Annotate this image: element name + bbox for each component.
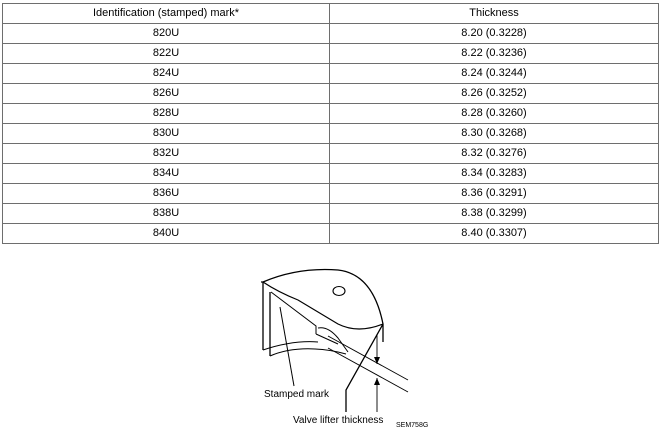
table-body [3, 24, 659, 244]
header-thickness: Thickness [330, 4, 659, 24]
table-row [3, 204, 659, 224]
table-header-row [3, 4, 659, 24]
dimension-line [328, 336, 408, 380]
thickness-cell: 8.26 (0.3252) [330, 84, 659, 104]
stamped-mark-leader [280, 307, 294, 386]
thickness-cell: 8.22 (0.3236) [330, 44, 659, 64]
thickness-spec-table [2, 3, 659, 244]
table-row [3, 84, 659, 104]
table-row [3, 104, 659, 124]
dimension-arrow-head [374, 357, 380, 364]
thickness-cell: 8.34 (0.3283) [330, 164, 659, 184]
thickness-cell: 8.30 (0.3268) [330, 124, 659, 144]
table-row [3, 124, 659, 144]
table-row [3, 44, 659, 64]
mark-cell: 828U [3, 104, 330, 124]
mark-cell: 832U [3, 144, 330, 164]
valve-lifter-drawing [238, 262, 438, 432]
mark-cell: 836U [3, 184, 330, 204]
thickness-cell: 8.38 (0.3299) [330, 204, 659, 224]
mark-cell: 830U [3, 124, 330, 144]
table-row [3, 144, 659, 164]
dimension-arrow-head [374, 378, 380, 385]
figure-code: SEM758G [396, 422, 429, 429]
lifter-top-hole [333, 287, 345, 296]
lifter-inner-edge [270, 349, 346, 356]
table-row [3, 64, 659, 84]
mark-cell: 822U [3, 44, 330, 64]
thickness-cell: 8.28 (0.3260) [330, 104, 659, 124]
table-row [3, 164, 659, 184]
mark-cell: 820U [3, 24, 330, 44]
mark-cell: 824U [3, 64, 330, 84]
header-identification-mark: Identification (stamped) mark* [3, 4, 330, 24]
table-row [3, 184, 659, 204]
mark-cell: 826U [3, 84, 330, 104]
table-row [3, 224, 659, 244]
thickness-cell: 8.24 (0.3244) [330, 64, 659, 84]
thickness-cell: 8.20 (0.3228) [330, 24, 659, 44]
mark-cell: 838U [3, 204, 330, 224]
thickness-cell: 8.32 (0.3276) [330, 144, 659, 164]
thickness-cell: 8.40 (0.3307) [330, 224, 659, 244]
thickness-cell: 8.36 (0.3291) [330, 184, 659, 204]
mark-cell: 840U [3, 224, 330, 244]
mark-cell: 834U [3, 164, 330, 184]
valve-lifter-figure [238, 262, 438, 432]
dimension-line [328, 348, 408, 392]
stamped-mark-label: Stamped mark [264, 389, 330, 400]
table-row [3, 24, 659, 44]
lifter-top-rim [263, 282, 383, 329]
valve-lifter-thickness-label: Valve lifter thickness [293, 415, 384, 426]
